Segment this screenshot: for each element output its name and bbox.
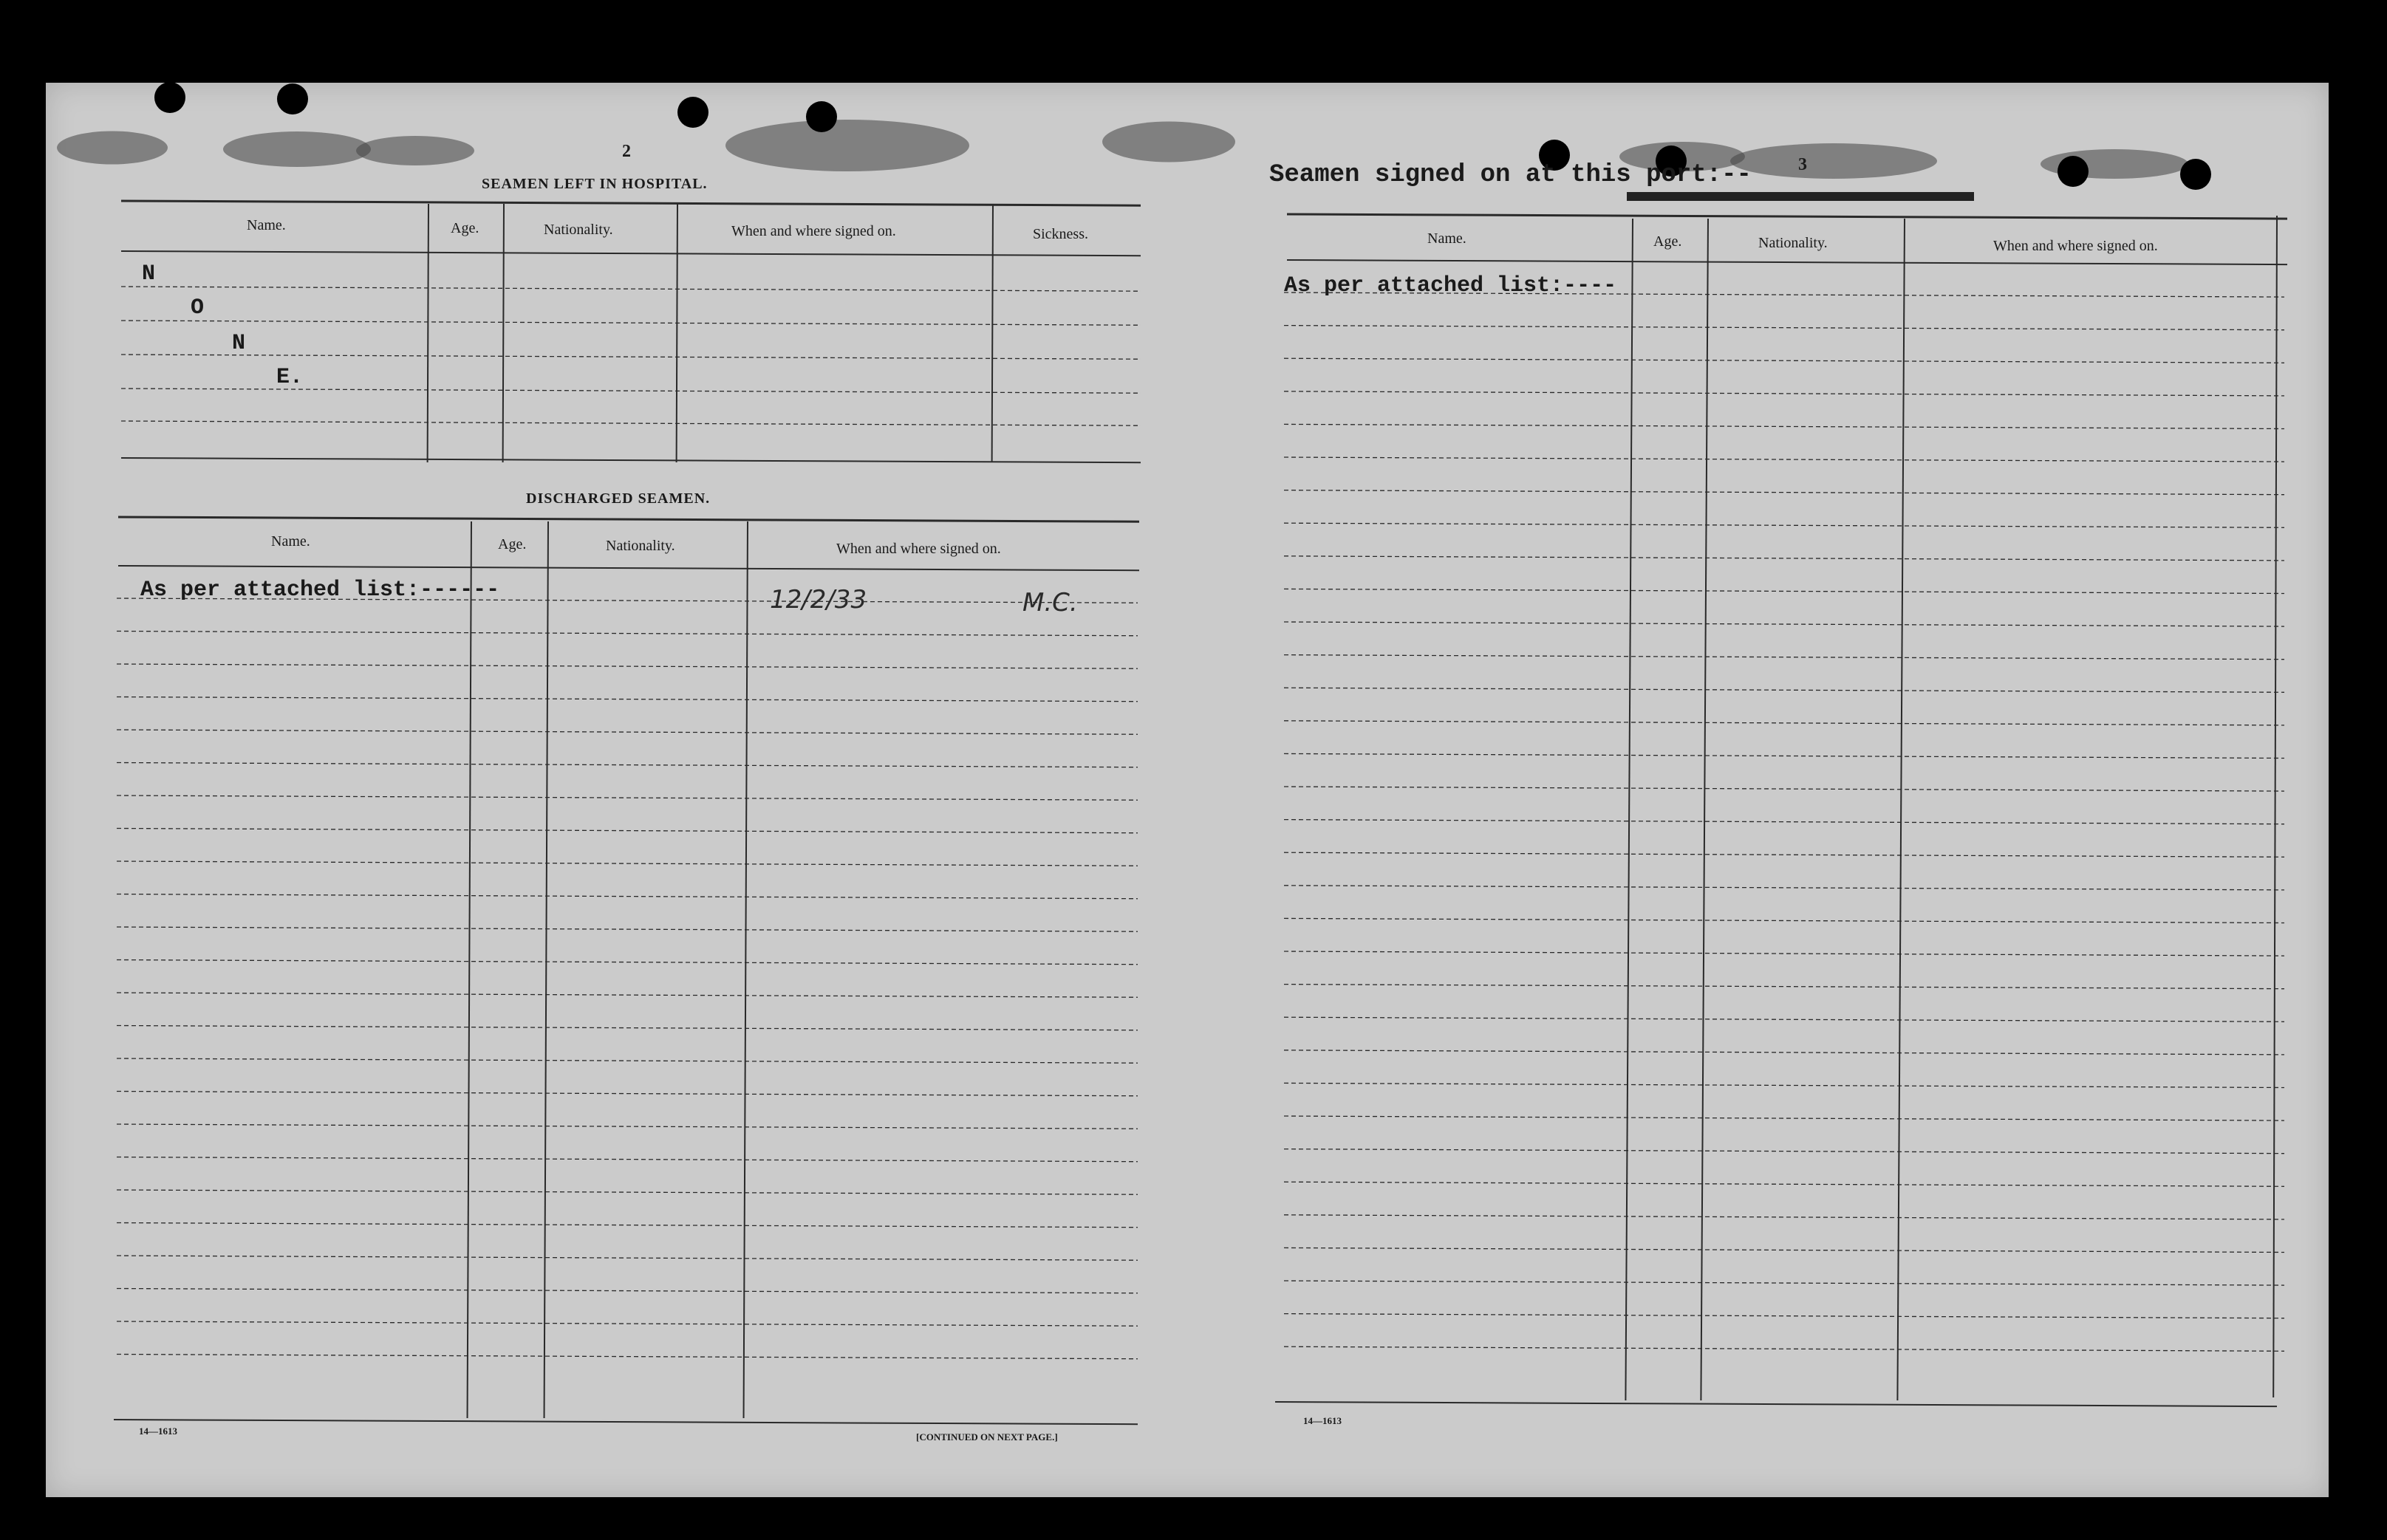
- signed-on-row-rule: [1284, 1248, 2284, 1252]
- signed-on-column-rule: [1701, 219, 1708, 1400]
- signed-on-row-rule: [1284, 556, 2284, 561]
- discharged-entry: As per attached list:------: [140, 578, 500, 603]
- discharged-col-age: Age.: [498, 536, 527, 552]
- hospital-entry-letter: O: [191, 295, 205, 321]
- discharged-header-rule: [118, 566, 1139, 570]
- left-form-number: 14—1613: [139, 1426, 177, 1437]
- discharged-column-rule: [468, 521, 471, 1418]
- scanned-document: [46, 83, 2329, 1497]
- signed-on-row-rule: [1284, 358, 2284, 363]
- signed-on-row-rule: [1284, 457, 2284, 462]
- hospital-col-sickness: Sickness.: [1033, 226, 1088, 242]
- discharged-initials-handwritten: M.C.: [1022, 588, 1078, 617]
- signed-on-col-signed-on: When and where signed on.: [1993, 238, 2158, 254]
- right-page-number: 3: [1798, 155, 1807, 174]
- signed-on-section-title: Seamen signed on at this port:--: [1269, 161, 1752, 189]
- signed-on-row-rule: [1284, 852, 2284, 857]
- hospital-row-rule: [121, 321, 1141, 325]
- signed-on-row-rule: [1284, 1314, 2284, 1318]
- right-form-number: 14—1613: [1303, 1415, 1342, 1426]
- signed-on-row-rule: [1284, 1050, 2284, 1055]
- signed-on-row-rule: [1284, 1215, 2284, 1219]
- hospital-col-signed-on: When and where signed on.: [731, 223, 896, 239]
- signed-on-row-rule: [1284, 1149, 2284, 1154]
- signed-on-row-rule: [1284, 886, 2284, 890]
- signed-on-bottom-rule: [1275, 1402, 2277, 1406]
- discharged-row-rule: [117, 1256, 1138, 1260]
- hospital-row-rule: [121, 389, 1141, 393]
- signed-on-row-rule: [1284, 787, 2284, 791]
- discharged-col-nationality: Nationality.: [606, 538, 675, 554]
- signed-on-row-rule: [1284, 622, 2284, 626]
- signed-on-row-rule: [1284, 589, 2284, 593]
- signed-on-row-rule: [1284, 985, 2284, 989]
- discharged-row-rule: [117, 1157, 1138, 1162]
- discharged-section-title: DISCHARGED SEAMEN.: [526, 490, 711, 507]
- discharged-col-signed-on: When and where signed on.: [836, 541, 1001, 557]
- hospital-col-age: Age.: [451, 220, 479, 236]
- punch-hole: [2058, 156, 2089, 187]
- discharged-row-rule: [117, 1190, 1138, 1194]
- signed-on-col-name: Name.: [1427, 230, 1466, 247]
- signed-on-entry: As per attached list:----: [1284, 273, 1617, 298]
- signed-on-row-rule: [1284, 1281, 2284, 1285]
- discharged-row-rule: [117, 1321, 1138, 1326]
- discharged-row-rule: [117, 730, 1138, 734]
- signed-on-right-edge: [2273, 216, 2277, 1397]
- discharged-bottom-rule: [114, 1420, 1138, 1424]
- hospital-entry-letter: N: [232, 331, 246, 356]
- discharged-row-rule: [117, 861, 1138, 866]
- punch-hole: [677, 97, 708, 128]
- punch-hole: [2180, 159, 2211, 190]
- discharged-row-rule: [117, 894, 1138, 899]
- signed-on-row-rule: [1284, 753, 2284, 758]
- discharged-row-rule: [117, 1124, 1138, 1129]
- hospital-entry-letter: N: [142, 261, 156, 287]
- hospital-row-rule: [121, 355, 1141, 359]
- ink-smudge: [223, 131, 371, 167]
- signed-on-row-rule: [1284, 721, 2284, 725]
- hospital-row-rule: [121, 287, 1141, 291]
- hospital-row-rule: [121, 421, 1141, 425]
- signed-on-row-rule: [1284, 1116, 2284, 1120]
- signed-on-row-rule: [1284, 490, 2284, 495]
- signed-on-top-rule: [1287, 214, 2287, 219]
- signed-on-column-rule: [1897, 219, 1905, 1400]
- discharged-row-rule: [117, 664, 1138, 668]
- discharged-row-rule: [117, 1355, 1138, 1359]
- discharged-row-rule: [117, 993, 1138, 997]
- ink-smudge: [1102, 122, 1235, 162]
- signed-on-row-rule: [1284, 688, 2284, 692]
- signed-on-row-rule: [1284, 424, 2284, 428]
- hospital-section-title: SEAMEN LEFT IN HOSPITAL.: [482, 176, 708, 192]
- discharged-row-rule: [117, 829, 1138, 833]
- signed-on-row-rule: [1284, 951, 2284, 956]
- discharged-row-rule: [117, 1092, 1138, 1096]
- hospital-col-nationality: Nationality.: [544, 222, 613, 238]
- signed-on-row-rule: [1284, 1346, 2284, 1351]
- signed-on-row-rule: [1284, 326, 2284, 330]
- hospital-header-rule: [121, 251, 1141, 256]
- signed-on-col-nationality: Nationality.: [1758, 235, 1828, 251]
- hospital-top-rule: [121, 201, 1141, 205]
- hospital-column-rule: [503, 204, 504, 462]
- discharged-col-name: Name.: [271, 533, 310, 550]
- signed-on-row-rule: [1284, 918, 2284, 923]
- discharged-row-rule: [117, 1058, 1138, 1063]
- discharged-row-rule: [117, 632, 1138, 636]
- signed-on-header-rule: [1287, 260, 2287, 264]
- signed-on-row-rule: [1284, 1182, 2284, 1186]
- punch-hole: [277, 83, 308, 114]
- discharged-top-rule: [118, 517, 1139, 521]
- discharged-row-rule: [117, 927, 1138, 931]
- hospital-bottom-rule: [121, 458, 1141, 462]
- discharged-row-rule: [117, 1223, 1138, 1228]
- signed-on-row-rule: [1284, 1017, 2284, 1021]
- punch-hole: [154, 83, 185, 113]
- hospital-column-rule: [992, 204, 993, 462]
- signed-on-row-rule: [1284, 523, 2284, 527]
- hospital-col-name: Name.: [247, 217, 286, 233]
- discharged-row-rule: [117, 1026, 1138, 1030]
- discharged-row-rule: [117, 763, 1138, 767]
- discharged-date-handwritten: 12/2/33: [770, 585, 867, 615]
- signed-on-row-rule: [1284, 655, 2284, 660]
- punch-hole: [806, 101, 837, 132]
- ink-smudge: [725, 120, 969, 171]
- continued-note: [CONTINUED ON NEXT PAGE.]: [916, 1431, 1058, 1443]
- discharged-row-rule: [117, 960, 1138, 965]
- signed-on-row-rule: [1284, 391, 2284, 396]
- signed-on-column-rule: [1625, 219, 1633, 1400]
- form-rules-overlay: [46, 83, 2329, 1497]
- hospital-entry-letter: E.: [276, 365, 304, 390]
- signed-on-row-rule: [1284, 1083, 2284, 1087]
- discharged-row-rule: [117, 1289, 1138, 1293]
- strike-out-bar: [1627, 192, 1974, 201]
- discharged-column-rule: [544, 521, 548, 1418]
- left-page-number: 2: [622, 142, 631, 161]
- ink-smudge: [356, 136, 474, 165]
- discharged-row-rule: [117, 697, 1138, 702]
- ink-smudge: [57, 131, 168, 165]
- signed-on-row-rule: [1284, 820, 2284, 824]
- discharged-row-rule: [117, 795, 1138, 800]
- ink-smudge: [1730, 143, 1937, 179]
- signed-on-col-age: Age.: [1653, 233, 1682, 250]
- discharged-column-rule: [744, 521, 748, 1418]
